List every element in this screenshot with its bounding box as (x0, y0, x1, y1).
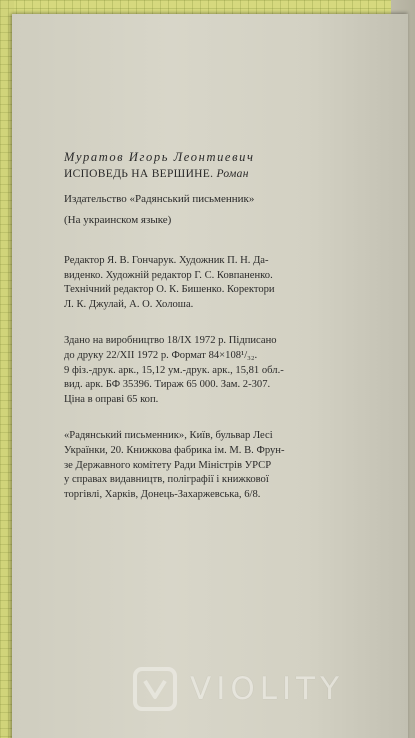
imprint-line: Українки, 20. Книжкова фабрика ім. М. В. Фрун- (64, 444, 285, 456)
imprint-line: торгівлі, Харків, Донець-Захаржевська, 6/8. (64, 488, 261, 500)
imprint-line: зе Державного комітету Ради Міністрів УРСР (64, 459, 272, 471)
publisher-line: Издательство «Радянський письменник» (64, 193, 255, 205)
colophon (64, 150, 364, 502)
imprint-paragraph (64, 429, 364, 502)
violity-logo-icon (132, 666, 178, 712)
book-title: ИСПОВЕДЬ НА ВЕРШИНЕ. (64, 168, 214, 180)
book-genre: Роман (216, 168, 249, 180)
language-note: (На украинском языке) (64, 214, 172, 226)
credits-line: Редактор Я. В. Гончарук. Художник П. Н. Да- (64, 255, 269, 266)
watermark (132, 666, 344, 712)
author-name: Муратов Игорь Леонтиевич (64, 150, 255, 164)
production-paragraph (64, 334, 364, 407)
credits-paragraph (64, 254, 364, 312)
title-line (64, 167, 364, 182)
credits-line: Л. К. Джулай, А. О. Холоша. (64, 298, 194, 310)
credits-line: Технічний редактор О. К. Бишенко. Коректори (64, 284, 275, 296)
production-line: Здано на виробництво 18/IX 1972 р. Підписано (64, 335, 277, 347)
production-line: 9 фіз.-друк. арк., 15,12 ум.-друк. арк., 15,81 обл.- (64, 364, 284, 376)
production-line: до друку 22/XII 1972 р. Формат 84×108¹/₃₂. (64, 349, 258, 361)
imprint-line: «Радянський письменник», Київ, бульвар Лесі (64, 430, 273, 442)
imprint-line: у справах видавництв, поліграфії і книжкової (64, 474, 269, 486)
production-line: Ціна в оправі 65 коп. (64, 393, 159, 405)
production-line: вид. арк. БФ 35396. Тираж 65 000. Зам. 2-307. (64, 379, 271, 391)
watermark-text: VIOLITY (190, 671, 345, 707)
credits-line: виденко. Художній редактор Г. С. Ковпаненко. (64, 269, 273, 281)
